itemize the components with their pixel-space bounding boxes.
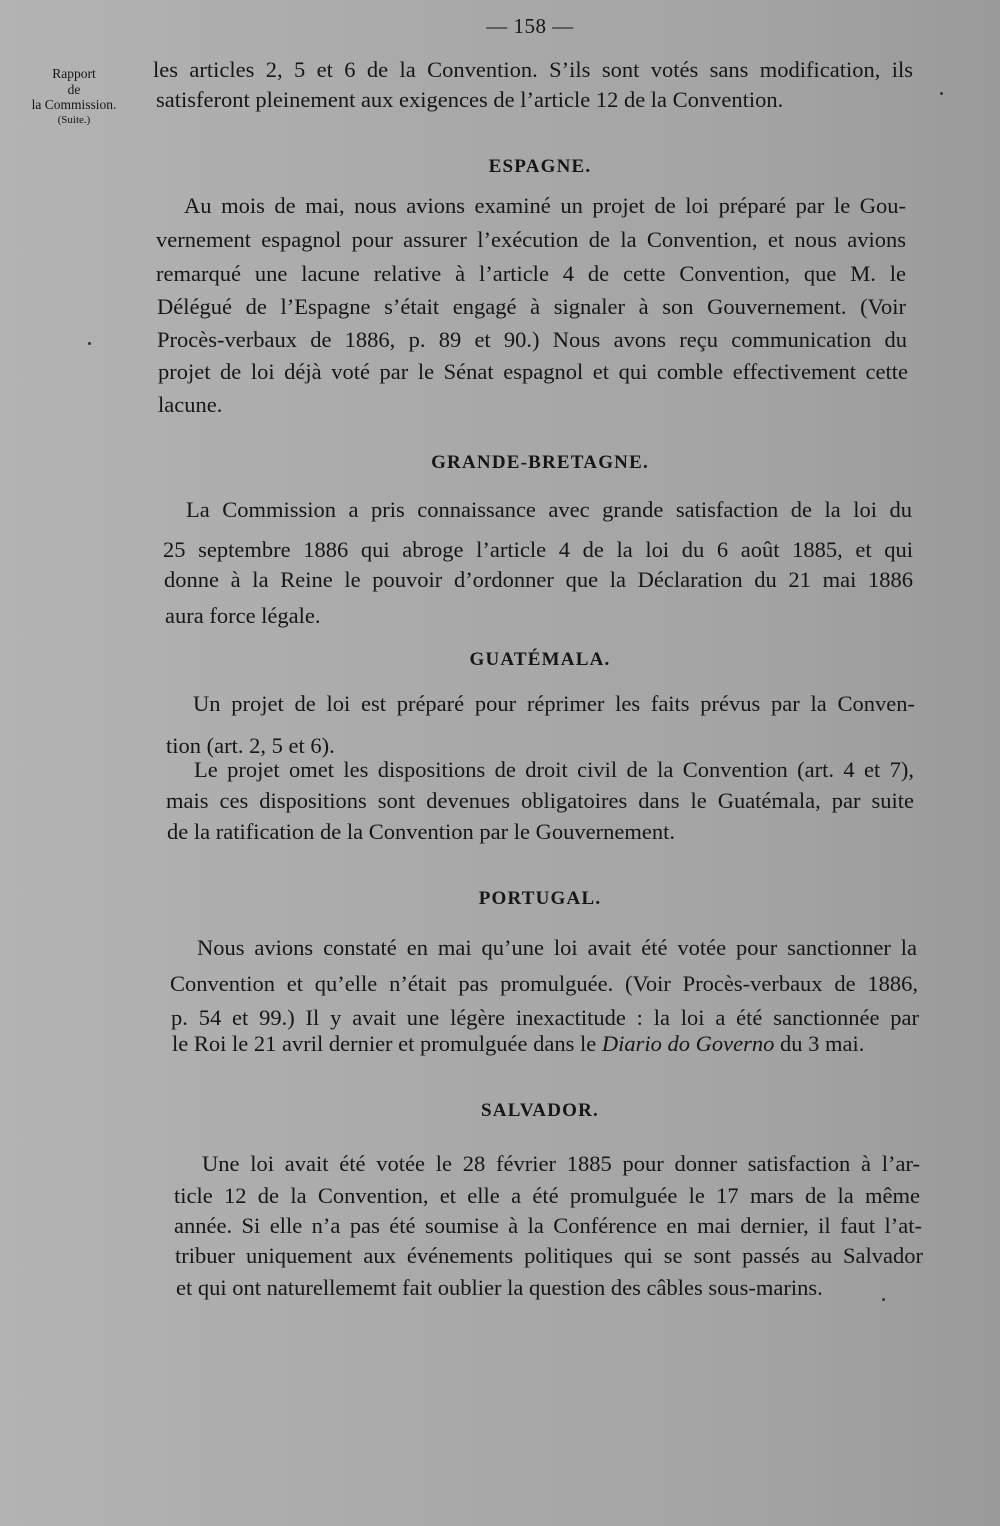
- text-line: tion (art. 2, 5 et 6).: [166, 733, 335, 758]
- text-line: remarqué une lacune relative à l’article 4 de cette Convention, que M. le: [156, 261, 906, 286]
- text-line: p. 54 et 99.) Il y avait une légère inexactitude : la loi a été sanctionnée par: [171, 1005, 919, 1030]
- margin-note-line: (Suite.): [57, 113, 91, 126]
- text-line: lacune.: [158, 392, 223, 417]
- text-line: Convention et qu’elle n’était pas promulguée. (Voir Procès-verbaux de 1886,: [170, 971, 918, 996]
- text-line: les articles 2, 5 et 6 de la Convention. S’ils sont votés sans modification, ils: [153, 57, 913, 82]
- section-heading-guatemala: GUATÉMALA.: [469, 649, 611, 670]
- text-fragment: du 3 mai.: [780, 1031, 865, 1056]
- text-line: Le projet omet les dispositions de droit civil de la Convention (art. 4 et 7),: [194, 757, 914, 782]
- page-number: — 158 —: [486, 14, 574, 38]
- text-line: Une loi avait été votée le 28 février 1885 pour donner satisfaction à l’ar-: [202, 1151, 920, 1176]
- text-line: Délégué de l’Espagne s’était engagé à signaler à son Gouvernement. (Voir: [157, 294, 906, 319]
- text-line: ticle 12 de la Convention, et elle a été promulguée le 17 mars de la même: [174, 1183, 920, 1208]
- text-line: et qui ont naturellememt fait oublier la question des câbles sous-marins.: [176, 1275, 823, 1300]
- text-line: La Commission a pris connaissance avec grande satisfaction de la loi du: [186, 497, 912, 522]
- text-line: année. Si elle n’a pas été soumise à la Conférence en mai dernier, il faut l’at-: [174, 1213, 922, 1238]
- text-line: Procès-verbaux de 1886, p. 89 et 90.) Nous avons reçu communication du: [157, 327, 907, 352]
- text-line: aura force légale.: [165, 603, 321, 628]
- text-line: tribuer uniquement aux événements politiques qui se sont passés au Salvador: [175, 1243, 923, 1268]
- paper-speck: [940, 92, 943, 95]
- margin-note-line: de: [67, 81, 81, 97]
- section-heading-grande-bretagne: GRANDE-BRETAGNE.: [431, 452, 649, 473]
- text-line: Au mois de mai, nous avions examiné un projet de loi préparé par le Gou-: [184, 193, 906, 218]
- margin-note-line: Rapport: [52, 66, 96, 81]
- text-line: satisferont pleinement aux exigences de l’article 12 de la Convention.: [156, 87, 784, 112]
- text-line: Nous avions constaté en mai qu’une loi avait été votée pour sanctionner la: [197, 935, 917, 960]
- text-line: Un projet de loi est préparé pour réprimer les faits prévus par la Conven-: [193, 691, 915, 716]
- text-line: projet de loi déjà voté par le Sénat espagnol et qui comble effectivement cette: [158, 359, 908, 384]
- paper-speck: [882, 1298, 885, 1301]
- margin-note-line: la Commission.: [31, 97, 117, 112]
- text-line: de la ratification de la Convention par le Gouvernement.: [167, 819, 675, 844]
- text-line: mais ces dispositions sont devenues obligatoires dans le Guatémala, par suite: [166, 788, 914, 813]
- journal-title: Diario do Governo: [601, 1031, 775, 1056]
- section-heading-salvador: SALVADOR.: [481, 1100, 599, 1121]
- section-heading-portugal: PORTUGAL.: [478, 888, 602, 909]
- text-line: vernement espagnol pour assurer l’exécution de la Convention, et nous avions: [156, 227, 906, 252]
- text-line-with-italic: [172, 1030, 864, 1058]
- section-heading-espagne: ESPAGNE.: [488, 156, 592, 177]
- text-fragment: le Roi le 21 avril dernier et promulguée dans le: [172, 1031, 597, 1056]
- text-line: 25 septembre 1886 qui abroge l’article 4 de la loi du 6 août 1885, et qui: [163, 537, 913, 562]
- paper-speck: [88, 342, 91, 345]
- text-line: donne à la Reine le pouvoir d’ordonner que la Déclaration du 21 mai 1886: [164, 567, 913, 592]
